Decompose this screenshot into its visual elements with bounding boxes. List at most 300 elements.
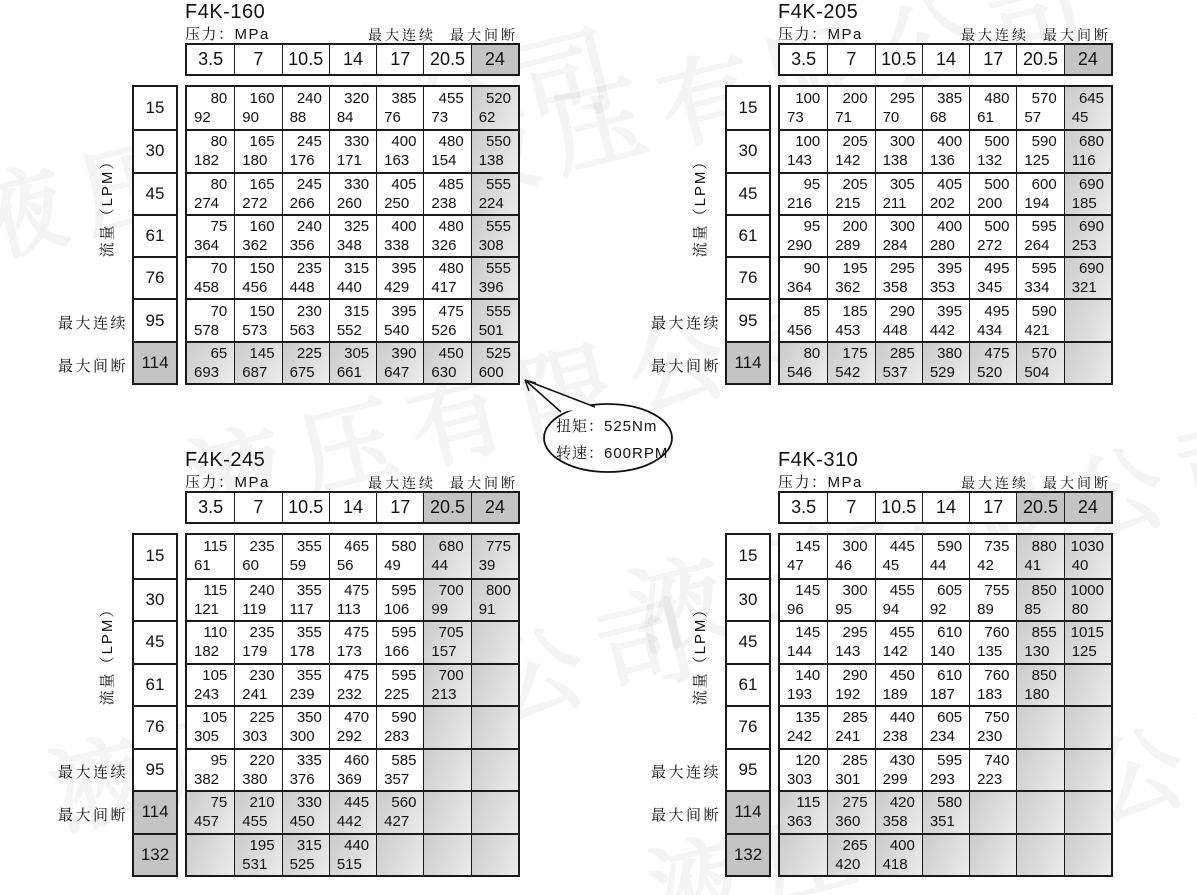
data-cell [376,298,423,340]
torque-value: 195 [842,260,868,278]
data-cell [471,833,518,876]
speed-value: 234 [929,728,955,746]
flow-column [132,533,178,877]
column-legend [961,473,1111,493]
data-cell [423,129,470,171]
data-cell [1016,341,1063,383]
speed-value: 272 [977,236,1003,254]
speed-value: 92 [929,600,947,618]
pressure-header-cell: 10.5 [282,45,329,74]
data-cell [827,298,874,340]
pressure-header-cell: 24 [471,45,518,74]
speed-value: 239 [289,685,315,703]
data-cell [234,663,281,706]
data-grid [185,85,520,385]
data-cell [969,748,1016,791]
torque-value: 245 [296,133,322,151]
data-cell [471,298,518,340]
torque-value: 1015 [1070,624,1104,642]
flow-cell: 76 [134,256,176,298]
data-cell [1016,214,1063,256]
speed-value: 142 [835,152,861,170]
table-title: F4K-160 [185,1,266,23]
speed-value: 308 [478,236,504,254]
flow-axis-label: 流量（LPM） [692,600,709,706]
torque-value: 355 [296,666,322,684]
torque-value: 165 [249,133,275,151]
speed-value: 89 [977,600,994,618]
speed-value: 138 [882,152,908,170]
torque-value: 480 [438,217,464,235]
flow-cell: 114 [134,790,176,833]
torque-value: 330 [344,133,370,151]
torque-value: 475 [438,302,464,320]
speed-value: 176 [289,152,315,170]
torque-value: 335 [296,751,322,769]
torque-value: 690 [1078,260,1104,278]
speed-value: 68 [929,109,947,127]
data-cell [922,790,969,833]
torque-value: 705 [438,624,464,642]
pressure-header-cell: 7 [827,45,874,74]
speed-value: 334 [1024,279,1050,297]
data-cell [1064,790,1111,833]
data-cell [1016,620,1063,663]
torque-value: 300 [842,538,868,556]
torque-value: 475 [344,624,370,642]
torque-value: 405 [391,175,417,193]
torque-value: 315 [296,836,322,854]
data-cell [922,663,969,706]
pressure-header-cell: 24 [1064,493,1111,522]
speed-value: 600 [478,363,504,381]
speed-value: 242 [787,728,813,746]
data-cell [282,578,329,621]
data-cell [423,535,470,578]
speed-value: 142 [882,643,908,661]
torque-value: 295 [889,90,915,108]
data-cell [282,341,329,383]
torque-value: 400 [391,133,417,151]
pressure-header-cell: 10.5 [875,493,922,522]
speed-value: 300 [289,728,315,746]
speed-value: 241 [835,728,861,746]
data-cell [187,214,234,256]
torque-value: 235 [249,538,275,556]
flow-cell: 30 [134,129,176,171]
speed-value: 292 [336,728,362,746]
data-cell [1016,129,1063,171]
data-cell [234,833,281,876]
torque-value: 495 [984,302,1010,320]
max-intermittent-row-label: 最大间断 [650,806,721,824]
speed-value: 106 [384,600,410,618]
pressure-header-cell: 17 [969,493,1016,522]
torque-value: 240 [296,217,322,235]
torque-value: 185 [842,302,868,320]
speed-value: 223 [977,770,1003,788]
torque-value: 300 [842,581,868,599]
data-cell [827,256,874,298]
torque-value: 580 [391,538,417,556]
data-cell [423,172,470,214]
torque-value: 285 [889,344,915,362]
data-cell [234,748,281,791]
data-cell [1064,129,1111,171]
speed-value: 85 [1024,600,1042,618]
speed-value: 202 [929,194,955,212]
speed-value: 356 [289,236,315,254]
data-cell [780,256,827,298]
speed-value: 253 [1071,236,1097,254]
data-cell [282,129,329,171]
speed-value: 630 [431,363,457,381]
torque-value: 120 [795,751,821,769]
speed-value: 92 [194,109,211,127]
data-cell [969,172,1016,214]
data-cell [376,214,423,256]
data-cell [827,172,874,214]
pressure-header-cell: 14 [922,45,969,74]
speed-value: 360 [835,813,861,831]
flow-cell: 45 [727,172,769,214]
torque-value: 400 [937,133,963,151]
max-intermittent-row-label: 最大间断 [57,806,128,824]
data-cell [780,790,827,833]
data-cell [187,620,234,663]
max-intermittent-label: 最大间断 [1043,27,1111,43]
max-continuous-label: 最大连续 [961,27,1029,43]
data-cell [780,172,827,214]
torque-value: 235 [296,260,322,278]
data-cell [234,256,281,298]
data-cell [329,341,376,383]
data-cell [780,298,827,340]
data-cell [1064,298,1111,340]
data-cell [875,214,922,256]
data-cell [1016,705,1063,748]
data-cell [471,129,518,171]
data-cell [922,705,969,748]
flow-cell: 95 [727,748,769,791]
speed-value: 290 [787,236,813,254]
torque-value: 590 [391,709,417,727]
table-block-f4k-310 [633,448,1113,894]
data-cell [329,748,376,791]
data-cell [376,705,423,748]
torque-value: 85 [803,302,821,320]
torque-value: 355 [296,581,322,599]
speed-value: 119 [242,600,267,618]
torque-value: 395 [391,302,417,320]
data-cell [780,214,827,256]
torque-value: 740 [984,751,1010,769]
torque-value: 210 [249,794,275,812]
speed-value: 661 [336,363,362,381]
torque-value: 555 [485,175,511,193]
data-cell [234,620,281,663]
speed-value: 59 [289,557,307,575]
flow-cell: 114 [134,341,176,383]
max-continuous-label: 最大连续 [368,475,436,491]
speed-value: 187 [929,685,955,703]
speed-value: 136 [929,152,955,170]
torque-value: 500 [984,217,1010,235]
torque-value: 485 [438,175,464,193]
speed-value: 687 [242,363,268,381]
pressure-header-cell: 17 [376,493,423,522]
torque-value: 115 [203,538,228,556]
speed-value: 44 [929,557,947,575]
speed-value: 353 [929,279,955,297]
speed-value: 272 [242,194,268,212]
speed-value: 369 [336,770,362,788]
data-cell [187,578,234,621]
max-intermittent-label: 最大间断 [450,27,518,43]
torque-value: 600 [1031,175,1057,193]
data-cell [969,705,1016,748]
data-cell [827,748,874,791]
data-cell [827,620,874,663]
data-cell [1064,620,1111,663]
table-block-f4k-160 [40,0,520,446]
torque-value: 645 [1078,90,1104,108]
speed-value: 338 [384,236,410,254]
max-intermittent-row-label: 最大间断 [650,357,721,375]
speed-value: 427 [384,813,410,831]
flow-cell: 61 [134,214,176,256]
speed-value: 429 [384,279,410,297]
speed-value: 80 [1071,600,1089,618]
torque-value: 455 [889,624,915,642]
data-cell [234,535,281,578]
torque-value: 295 [889,260,915,278]
speed-value: 230 [977,728,1003,746]
data-cell [234,172,281,214]
data-cell [471,256,518,298]
table-block-f4k-245 [40,448,520,894]
data-cell [329,87,376,129]
flow-cell: 61 [727,663,769,706]
speed-value: 420 [835,855,861,873]
torque-value: 70 [210,302,228,320]
speed-value: 238 [431,194,457,212]
data-cell [329,256,376,298]
speed-value: 457 [194,813,220,831]
torque-value: 175 [842,344,868,362]
pressure-header-cell: 20.5 [423,493,470,522]
torque-value: 80 [803,344,821,362]
data-cell [922,341,969,383]
torque-value: 735 [984,538,1010,556]
data-cell [780,663,827,706]
speed-value: 453 [835,321,861,339]
speed-value: 448 [289,279,315,297]
data-cell [875,620,922,663]
speed-value: 61 [194,557,211,575]
data-grid [185,533,520,877]
speed-value: 358 [882,813,908,831]
data-cell [827,129,874,171]
data-cell [780,748,827,791]
data-cell [875,790,922,833]
speed-value: 421 [1024,321,1050,339]
torque-value: 450 [889,666,915,684]
torque-value: 470 [344,709,370,727]
data-cell [827,214,874,256]
data-cell [1064,341,1111,383]
data-cell [827,833,874,876]
speed-value: 501 [478,321,504,339]
torque-value: 145 [795,538,821,556]
pressure-header-row [185,43,520,76]
flow-cell: 76 [727,705,769,748]
data-cell [329,172,376,214]
data-cell [1016,790,1063,833]
flow-cell: 15 [738,98,758,118]
callout-torque: 扭矩：525Nm [556,418,658,435]
speed-value: 326 [431,236,457,254]
speed-value: 88 [289,109,307,127]
torque-value: 500 [984,175,1010,193]
torque-value: 445 [889,538,915,556]
speed-value: 215 [835,194,861,212]
torque-value: 325 [344,217,370,235]
torque-value: 285 [842,751,868,769]
data-cell [329,535,376,578]
data-cell [282,748,329,791]
speed-value: 194 [1024,194,1050,212]
torque-value: 590 [937,538,963,556]
speed-value: 531 [242,855,268,873]
data-cell [471,748,518,791]
torque-value: 700 [438,666,464,684]
max-intermittent-label: 最大间断 [1043,475,1111,491]
speed-value: 189 [882,685,908,703]
data-cell [187,87,234,129]
torque-value: 400 [889,836,915,854]
torque-value: 145 [249,344,275,362]
speed-value: 396 [478,279,504,297]
torque-value: 140 [795,666,821,684]
speed-value: 166 [384,643,410,661]
column-legend [368,25,518,45]
data-cell [969,578,1016,621]
table-title: F4K-245 [185,449,266,471]
data-cell [471,535,518,578]
torque-value: 115 [203,581,228,599]
flow-column [725,533,771,877]
data-cell [282,833,329,876]
max-continuous-row-label: 最大连续 [650,763,721,781]
speed-value: 448 [882,321,908,339]
pressure-unit-label: 压力：MPa [778,26,863,43]
data-cell [827,705,874,748]
flow-cell: 45 [727,620,769,663]
torque-value: 550 [485,133,511,151]
speed-value: 301 [835,770,861,788]
data-cell [1064,172,1111,214]
data-cell [969,790,1016,833]
torque-value: 595 [391,581,417,599]
speed-value: 193 [787,685,813,703]
speed-value: 96 [787,600,804,618]
data-cell [282,663,329,706]
data-cell [875,833,922,876]
speed-value: 62 [478,109,496,127]
speed-value: 213 [431,685,457,703]
data-cell [187,341,234,383]
data-cell [329,663,376,706]
data-cell [376,172,423,214]
speed-value: 526 [431,321,457,339]
speed-value: 293 [929,770,955,788]
torque-value: 605 [937,581,963,599]
torque-value: 200 [842,217,868,235]
torque-value: 1000 [1070,581,1104,599]
data-cell [282,298,329,340]
speed-value: 42 [977,557,994,575]
speed-value: 179 [242,643,268,661]
speed-value: 280 [929,236,955,254]
speed-value: 380 [242,770,268,788]
data-cell [187,833,234,876]
speed-value: 264 [1024,236,1050,254]
speed-value: 211 [882,194,907,212]
flow-axis-label: 流量（LPM） [692,152,709,258]
data-cell [329,705,376,748]
torque-value: 610 [937,624,963,642]
torque-value: 315 [344,302,370,320]
speed-value: 362 [835,279,861,297]
torque-value: 595 [1031,260,1057,278]
data-cell [471,620,518,663]
flow-axis-label: 流量（LPM） [99,152,116,258]
torque-value: 145 [795,581,821,599]
torque-value: 385 [391,90,417,108]
pressure-header-row [778,43,1113,76]
data-cell [875,172,922,214]
pressure-header-cell: 20.5 [1016,45,1063,74]
data-cell [875,256,922,298]
data-cell [969,620,1016,663]
speed-value: 537 [882,363,908,381]
data-cell [423,341,470,383]
speed-value: 183 [977,685,1003,703]
data-cell [423,298,470,340]
speed-value: 455 [242,813,268,831]
data-cell [969,256,1016,298]
data-cell [922,256,969,298]
data-cell [187,748,234,791]
data-cell [969,535,1016,578]
torque-value: 245 [296,175,322,193]
speed-value: 99 [431,600,449,618]
speed-value: 144 [787,643,813,661]
torque-value: 480 [984,90,1010,108]
data-cell [234,129,281,171]
speed-value: 417 [431,279,457,297]
data-cell [969,87,1016,129]
pressure-header-cell: 24 [471,493,518,522]
speed-value: 376 [289,770,315,788]
flow-column [132,85,178,385]
data-cell [234,87,281,129]
data-cell [376,663,423,706]
max-intermittent-row-label: 最大间断 [57,357,128,375]
torque-value: 800 [485,581,511,599]
max-continuous-label: 最大连续 [368,27,436,43]
